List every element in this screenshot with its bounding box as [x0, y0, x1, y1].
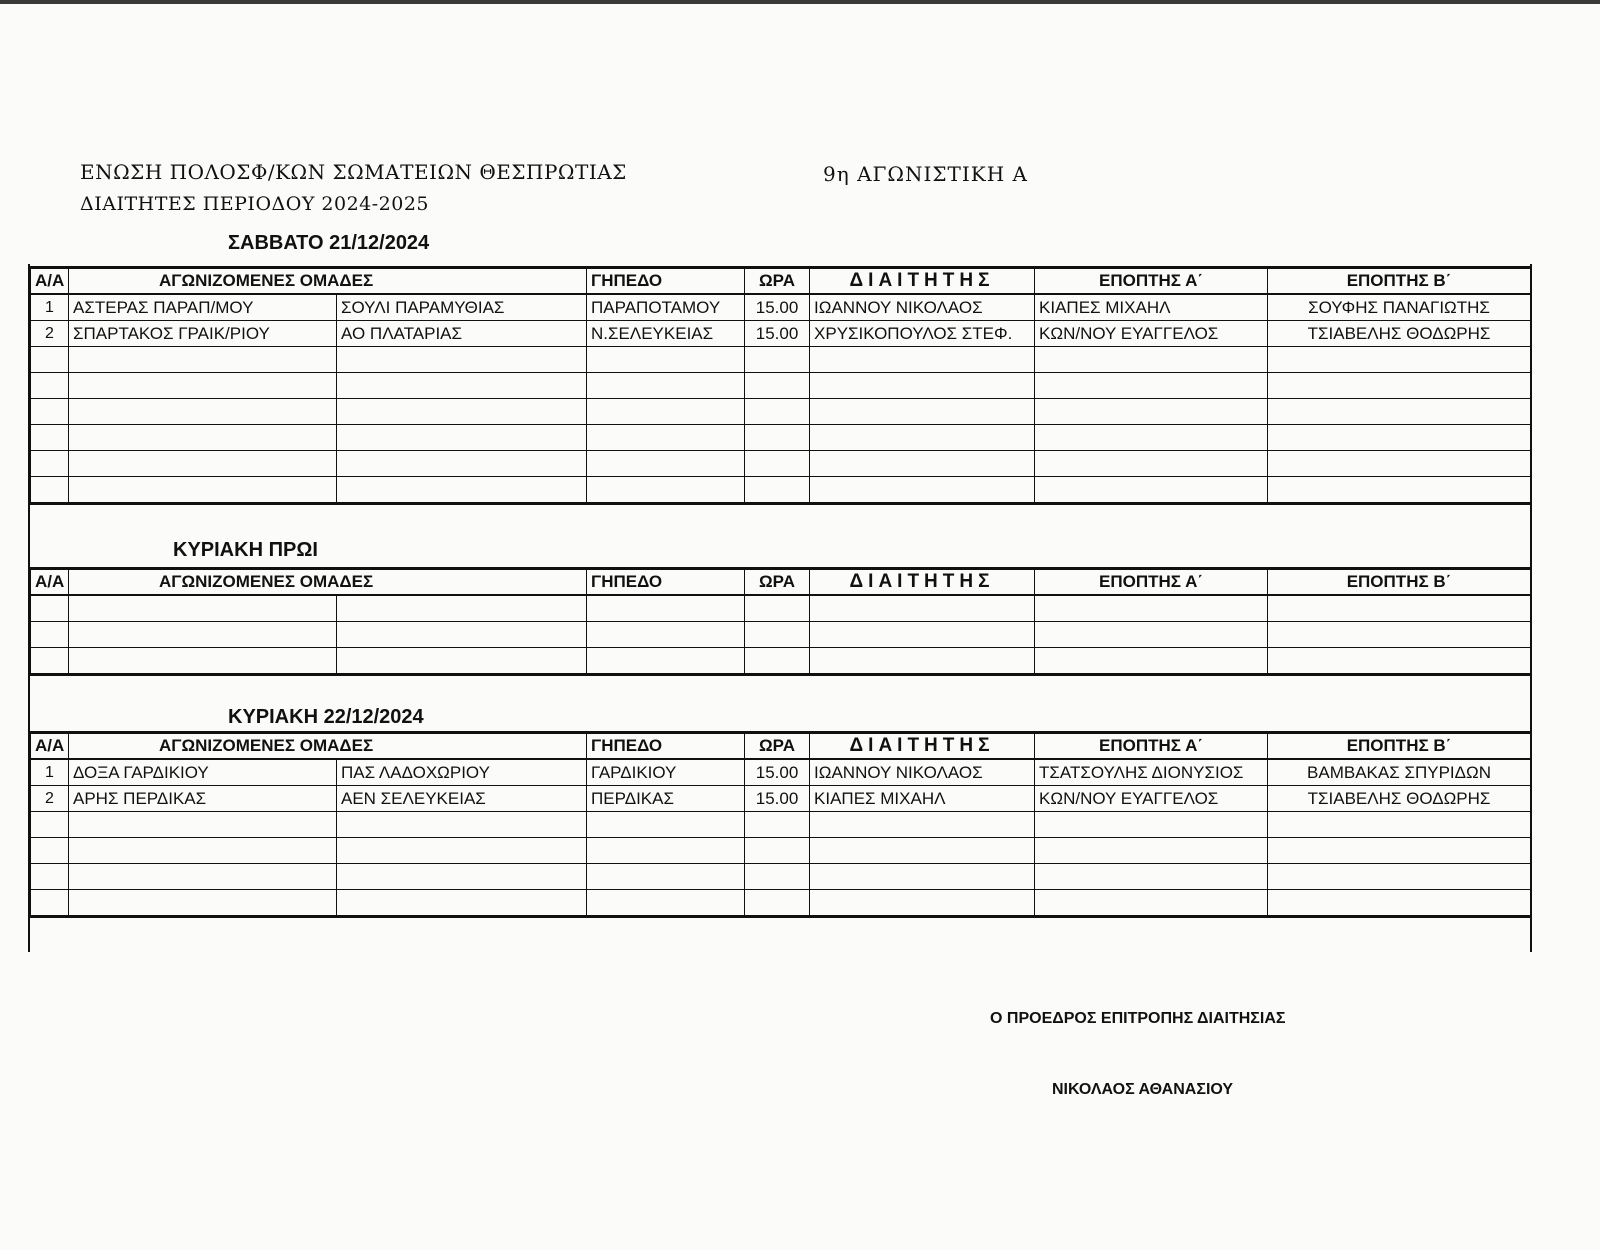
table-row [31, 786, 1531, 812]
col-header-teams: ΑΓΩΝΙΖΟΜΕΝΕΣ ΟΜΑΔΕΣ [69, 268, 587, 295]
cell-venue [587, 648, 745, 675]
cell-away-team [337, 477, 587, 504]
cell-assistant-a: ΚΩΝ/ΝΟΥ ΕΥΑΓΓΕΛΟΣ [1035, 321, 1268, 347]
table-row [31, 425, 1531, 451]
cell-assistant-b [1268, 864, 1531, 890]
referees-period: ΔΙΑΙΤΗΤΕΣ ΠΕΡΙΟΔΟΥ 2024-2025 [80, 193, 430, 215]
cell-away-team [337, 373, 587, 399]
cell-time [745, 838, 810, 864]
cell-assistant-b [1268, 347, 1531, 373]
cell-venue [587, 425, 745, 451]
cell-venue: ΠΕΡΔΙΚΑΣ [587, 786, 745, 812]
cell-referee [810, 399, 1035, 425]
col-header-venue: ΓΗΠΕΔΟ [587, 733, 745, 760]
cell-away-team [337, 864, 587, 890]
cell-referee: ΙΩΑΝΝΟΥ ΝΙΚΟΛΑΟΣ [810, 759, 1035, 786]
cell-referee [810, 648, 1035, 675]
cell-venue: Ν.ΣΕΛΕΥΚΕΙΑΣ [587, 321, 745, 347]
cell-aa: 1 [31, 759, 69, 786]
cell-venue [587, 451, 745, 477]
col-header-assistant-a: ΕΠΟΠΤΗΣ Α΄ [1035, 733, 1268, 760]
cell-venue [587, 477, 745, 504]
cell-aa [31, 425, 69, 451]
signature-name: ΝΙΚΟΛΑΟΣ ΑΘΑΝΑΣΙΟΥ [1052, 1081, 1234, 1098]
union-title: ΕΝΩΣΗ ΠΟΛΟΣΦ/ΚΩΝ ΣΩΜΑΤΕΙΩΝ ΘΕΣΠΡΩΤΙΑΣ [80, 160, 627, 184]
col-header-teams: ΑΓΩΝΙΖΟΜΕΝΕΣ ΟΜΑΔΕΣ [69, 733, 587, 760]
cell-venue [587, 595, 745, 622]
cell-away-team [337, 347, 587, 373]
cell-aa [31, 648, 69, 675]
col-header-time: ΩΡΑ [745, 733, 810, 760]
cell-away-team: ΣΟΥΛΙ ΠΑΡΑΜΥΘΙΑΣ [337, 294, 587, 321]
cell-home-team [69, 648, 337, 675]
cell-venue [587, 864, 745, 890]
cell-away-team [337, 425, 587, 451]
cell-aa [31, 622, 69, 648]
cell-aa [31, 477, 69, 504]
table-row [31, 864, 1531, 890]
section-title-saturday: ΣΑΒΒΑΤΟ 21/12/2024 [228, 232, 430, 254]
schedule-table-saturday [30, 266, 1531, 505]
cell-referee: ΧΡΥΣΙΚΟΠΟΥΛΟΣ ΣΤΕΦ. [810, 321, 1035, 347]
cell-aa [31, 864, 69, 890]
signature-title: Ο ΠΡΟΕΔΡΟΣ ΕΠΙΤΡΟΠΗΣ ΔΙΑΙΤΗΣΙΑΣ [990, 1010, 1286, 1027]
cell-aa [31, 347, 69, 373]
cell-assistant-b: ΤΣΙΑΒΕΛΗΣ ΘΟΔΩΡΗΣ [1268, 786, 1531, 812]
cell-time: 15.00 [745, 294, 810, 321]
cell-aa [31, 890, 69, 917]
cell-aa: 2 [31, 786, 69, 812]
cell-home-team [69, 477, 337, 504]
col-header-assistant-b: ΕΠΟΠΤΗΣ Β΄ [1268, 733, 1531, 760]
cell-assistant-b [1268, 451, 1531, 477]
cell-home-team: ΑΣΤΕΡΑΣ ΠΑΡΑΠ/ΜΟΥ [69, 294, 337, 321]
cell-home-team: ΑΡΗΣ ΠΕΡΔΙΚΑΣ [69, 786, 337, 812]
cell-time [745, 425, 810, 451]
cell-assistant-a [1035, 890, 1268, 917]
col-header-assistant-b: ΕΠΟΠΤΗΣ Β΄ [1268, 569, 1531, 596]
table-row [31, 622, 1531, 648]
cell-assistant-b: ΣΟΥΦΗΣ ΠΑΝΑΓΙΩΤΗΣ [1268, 294, 1531, 321]
cell-referee [810, 622, 1035, 648]
cell-away-team [337, 890, 587, 917]
cell-away-team [337, 595, 587, 622]
schedule-table-sunday-morning [30, 567, 1531, 676]
header-row [31, 569, 1531, 596]
col-header-time: ΩΡΑ [745, 268, 810, 295]
table-row [31, 648, 1531, 675]
col-header-venue: ΓΗΠΕΔΟ [587, 268, 745, 295]
cell-assistant-b [1268, 838, 1531, 864]
cell-assistant-b [1268, 399, 1531, 425]
cell-venue [587, 890, 745, 917]
col-header-aa: Α/Α [31, 268, 69, 295]
cell-away-team [337, 399, 587, 425]
cell-assistant-b [1268, 425, 1531, 451]
header-row [31, 733, 1531, 760]
cell-time: 15.00 [745, 786, 810, 812]
cell-assistant-a: ΚΩΝ/ΝΟΥ ΕΥΑΓΓΕΛΟΣ [1035, 786, 1268, 812]
cell-time: 15.00 [745, 759, 810, 786]
cell-time [745, 648, 810, 675]
cell-aa [31, 812, 69, 838]
cell-venue [587, 812, 745, 838]
cell-home-team [69, 595, 337, 622]
cell-away-team [337, 838, 587, 864]
cell-referee [810, 890, 1035, 917]
table-row [31, 477, 1531, 504]
cell-assistant-a: ΤΣΑΤΣΟΥΛΗΣ ΔΙΟΝΥΣΙΟΣ [1035, 759, 1268, 786]
cell-home-team: ΔΟΞΑ ΓΑΡΔΙΚΙΟΥ [69, 759, 337, 786]
cell-venue: ΠΑΡΑΠΟΤΑΜΟΥ [587, 294, 745, 321]
cell-venue [587, 373, 745, 399]
section-title-sunday-morning: ΚΥΡΙΑΚΗ ΠΡΩΙ [173, 539, 318, 561]
cell-assistant-b [1268, 812, 1531, 838]
cell-time [745, 373, 810, 399]
table-row [31, 294, 1531, 321]
cell-assistant-a [1035, 373, 1268, 399]
cell-away-team [337, 648, 587, 675]
matchday-title: 9η ΑΓΩΝΙΣΤΙΚΗ Α [823, 162, 1028, 186]
cell-venue: ΓΑΡΔΙΚΙΟΥ [587, 759, 745, 786]
col-header-time: ΩΡΑ [745, 569, 810, 596]
cell-assistant-a [1035, 812, 1268, 838]
cell-venue [587, 399, 745, 425]
cell-aa: 1 [31, 294, 69, 321]
cell-away-team [337, 622, 587, 648]
cell-aa [31, 838, 69, 864]
header-row [31, 268, 1531, 295]
cell-aa: 2 [31, 321, 69, 347]
cell-time [745, 477, 810, 504]
section-title-sunday: ΚΥΡΙΑΚΗ 22/12/2024 [228, 706, 424, 728]
cell-home-team [69, 812, 337, 838]
cell-assistant-b [1268, 373, 1531, 399]
schedule-table-sunday [30, 731, 1531, 918]
cell-assistant-a [1035, 838, 1268, 864]
cell-assistant-a [1035, 595, 1268, 622]
cell-venue [587, 838, 745, 864]
cell-referee [810, 864, 1035, 890]
col-header-venue: ΓΗΠΕΔΟ [587, 569, 745, 596]
col-header-aa: Α/Α [31, 569, 69, 596]
cell-home-team [69, 890, 337, 917]
cell-assistant-a [1035, 864, 1268, 890]
scan-top-edge [0, 0, 1600, 4]
cell-referee [810, 347, 1035, 373]
cell-assistant-b [1268, 648, 1531, 675]
cell-referee [810, 595, 1035, 622]
cell-aa [31, 451, 69, 477]
cell-home-team [69, 347, 337, 373]
cell-assistant-a [1035, 648, 1268, 675]
cell-assistant-a [1035, 347, 1268, 373]
cell-assistant-b [1268, 890, 1531, 917]
col-header-aa: Α/Α [31, 733, 69, 760]
cell-aa [31, 373, 69, 399]
col-header-teams: ΑΓΩΝΙΖΟΜΕΝΕΣ ΟΜΑΔΕΣ [69, 569, 587, 596]
cell-referee [810, 425, 1035, 451]
cell-assistant-a [1035, 399, 1268, 425]
cell-assistant-b: ΤΣΙΑΒΕΛΗΣ ΘΟΔΩΡΗΣ [1268, 321, 1531, 347]
cell-venue [587, 622, 745, 648]
cell-assistant-a [1035, 477, 1268, 504]
table-row [31, 595, 1531, 622]
cell-referee [810, 838, 1035, 864]
cell-aa [31, 399, 69, 425]
cell-time [745, 595, 810, 622]
cell-assistant-b: ΒΑΜΒΑΚΑΣ ΣΠΥΡΙΔΩΝ [1268, 759, 1531, 786]
cell-time [745, 864, 810, 890]
cell-home-team [69, 864, 337, 890]
cell-away-team: ΑΟ ΠΛΑΤΑΡΙΑΣ [337, 321, 587, 347]
col-header-referee: ΔΙΑΙΤΗΤΗΣ [810, 569, 1035, 596]
cell-time [745, 399, 810, 425]
cell-assistant-a [1035, 425, 1268, 451]
cell-away-team [337, 812, 587, 838]
cell-time [745, 812, 810, 838]
cell-referee [810, 812, 1035, 838]
table-row [31, 399, 1531, 425]
cell-referee: ΚΙΑΠΕΣ ΜΙΧΑΗΛ [810, 786, 1035, 812]
col-header-assistant-a: ΕΠΟΠΤΗΣ Α΄ [1035, 268, 1268, 295]
cell-assistant-a [1035, 451, 1268, 477]
table-row [31, 451, 1531, 477]
cell-away-team [337, 451, 587, 477]
cell-assistant-a [1035, 622, 1268, 648]
cell-assistant-b [1268, 622, 1531, 648]
col-header-referee: ΔΙΑΙΤΗΤΗΣ [810, 733, 1035, 760]
col-header-assistant-a: ΕΠΟΠΤΗΣ Α΄ [1035, 569, 1268, 596]
cell-home-team [69, 451, 337, 477]
cell-time [745, 890, 810, 917]
cell-referee: ΙΩΑΝΝΟΥ ΝΙΚΟΛΑΟΣ [810, 294, 1035, 321]
cell-home-team [69, 425, 337, 451]
table-row [31, 838, 1531, 864]
cell-referee [810, 451, 1035, 477]
cell-home-team: ΣΠΑΡΤΑΚΟΣ ΓΡΑΙΚ/ΡΙΟΥ [69, 321, 337, 347]
col-header-assistant-b: ΕΠΟΠΤΗΣ Β΄ [1268, 268, 1531, 295]
table-row [31, 812, 1531, 838]
cell-home-team [69, 399, 337, 425]
cell-time [745, 451, 810, 477]
cell-away-team: ΑΕΝ ΣΕΛΕΥΚΕΙΑΣ [337, 786, 587, 812]
cell-home-team [69, 622, 337, 648]
table-row [31, 890, 1531, 917]
cell-referee [810, 373, 1035, 399]
col-header-referee: ΔΙΑΙΤΗΤΗΣ [810, 268, 1035, 295]
cell-assistant-a: ΚΙΑΠΕΣ ΜΙΧΑΗΛ [1035, 294, 1268, 321]
cell-venue [587, 347, 745, 373]
cell-home-team [69, 838, 337, 864]
cell-time [745, 347, 810, 373]
cell-aa [31, 595, 69, 622]
cell-assistant-b [1268, 595, 1531, 622]
cell-time [745, 622, 810, 648]
table-row [31, 347, 1531, 373]
cell-assistant-b [1268, 477, 1531, 504]
table-row [31, 321, 1531, 347]
table-row [31, 373, 1531, 399]
cell-away-team: ΠΑΣ ΛΑΔΟΧΩΡΙΟΥ [337, 759, 587, 786]
table-row [31, 759, 1531, 786]
cell-time: 15.00 [745, 321, 810, 347]
cell-referee [810, 477, 1035, 504]
cell-home-team [69, 373, 337, 399]
